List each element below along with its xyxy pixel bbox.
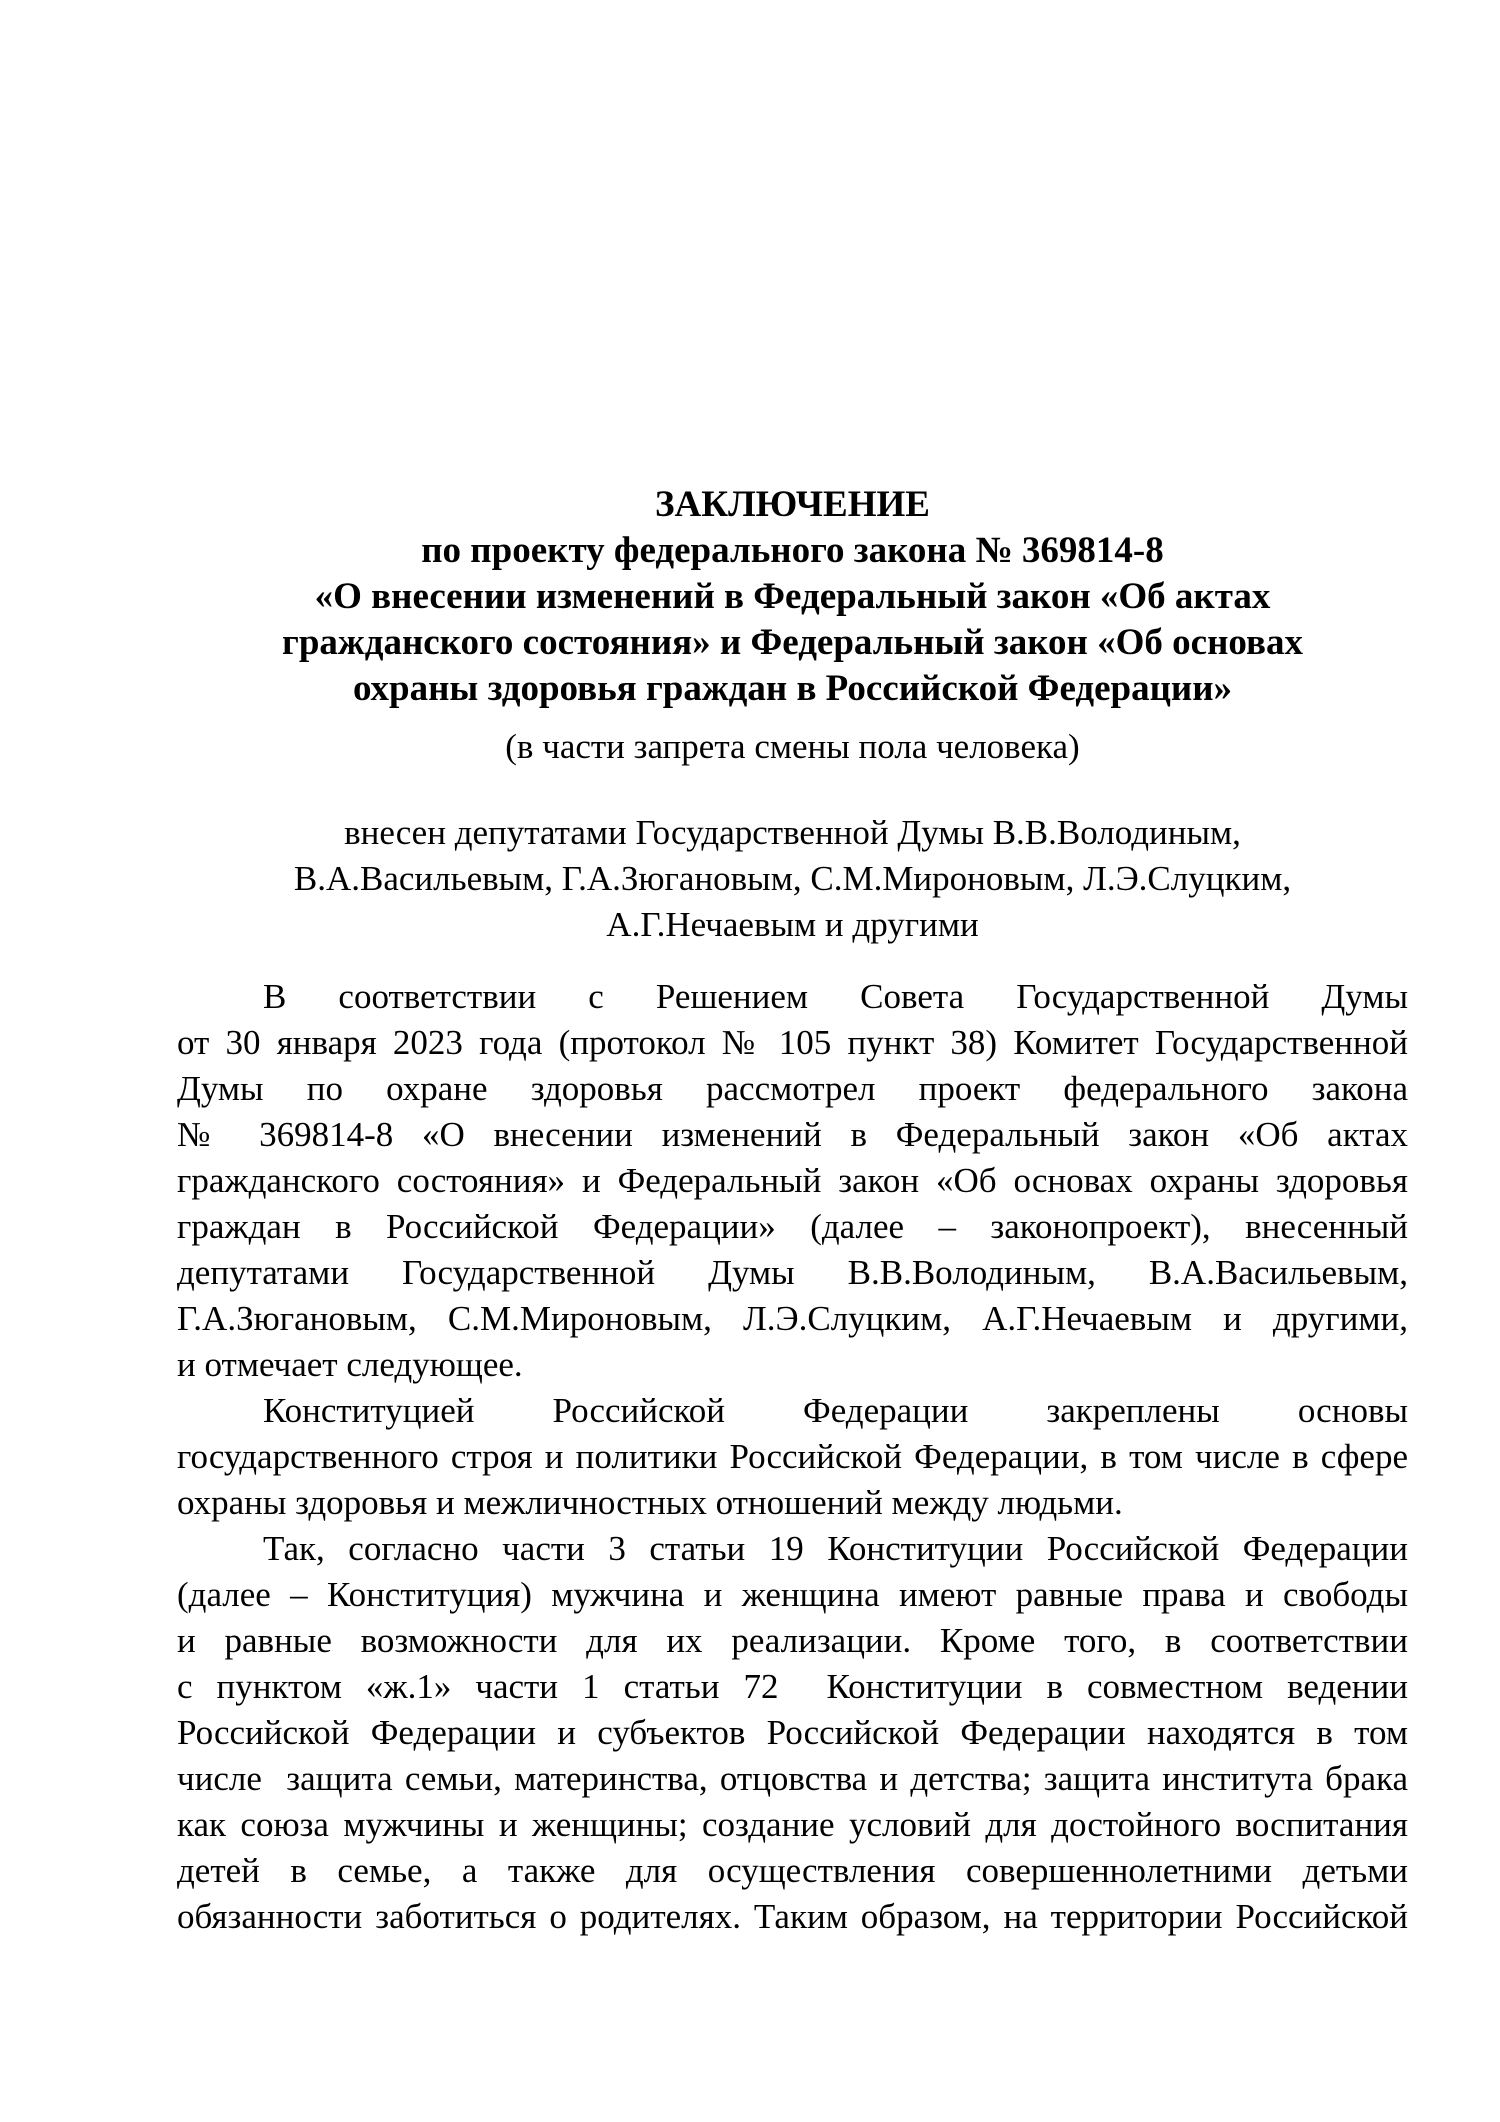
title-line: ЗАКЛЮЧЕНИЕ <box>655 484 930 525</box>
paragraph-line: от 30 января 2023 года (протокол № 105 пункт 38) Комитет Государственной <box>177 1023 1408 1062</box>
paragraph-line: Думы по охране здоровья рассмотрел проект федерального закона <box>177 1069 1408 1108</box>
document-subtitle: (в части запрета смены пола человека) <box>505 727 1080 766</box>
paragraph-line: детей в семье, а также для осуществления совершеннолетними детьми <box>177 1851 1408 1890</box>
paragraph-line: Конституцией Российской Федерации закреплены основы <box>263 1391 1408 1430</box>
paragraph-line: Российской Федерации и субъектов Российской Федерации находятся в том <box>177 1713 1408 1752</box>
title-line: по проекту федерального закона № 369814-8 <box>421 530 1164 571</box>
paragraph-line: Так, согласно части 3 статьи 19 Конституции Российской Федерации <box>263 1529 1408 1568</box>
document-content <box>177 482 1408 1940</box>
paragraph-1 <box>177 974 1408 1388</box>
submitter-line: А.Г.Нечаевым и другими <box>606 905 979 944</box>
paragraph-line: гражданского состояния» и Федеральный закон «Об основах охраны здоровья <box>177 1161 1408 1200</box>
submitters-block <box>177 810 1408 948</box>
paragraph-line: как союза мужчины и женщины; создание условий для достойного воспитания <box>177 1805 1408 1844</box>
submitter-line: внесен депутатами Государственной Думы В.В.Володиным, <box>344 813 1241 852</box>
paragraph-line: депутатами Государственной Думы В.В.Володиным, В.А.Васильевым, <box>177 1253 1408 1292</box>
title-line: «О внесении изменений в Федеральный закон «Об актах <box>314 576 1271 617</box>
paragraph-2 <box>177 1388 1408 1526</box>
paragraph-line: обязанности заботиться о родителях. Таким образом, на территории Российской <box>177 1897 1408 1936</box>
document-body <box>177 974 1408 1940</box>
title-line: охраны здоровья граждан в Российской Федерации» <box>352 668 1233 709</box>
paragraph-3 <box>177 1526 1408 1940</box>
paragraph-line: В соответствии с Решением Совета Государственной Думы <box>263 977 1408 1016</box>
paragraph-line: (далее – Конституция) мужчина и женщина имеют равные права и свободы <box>177 1575 1408 1614</box>
paragraph-line: и отмечает следующее. <box>177 1345 523 1384</box>
paragraph-line: с пунктом «ж.1» части 1 статьи 72 Конституции в совместном ведении <box>177 1667 1408 1706</box>
paragraph-line: числе защита семьи, материнства, отцовства и детства; защита института брака <box>177 1759 1408 1798</box>
paragraph-line: Г.А.Зюгановым, С.М.Мироновым, Л.Э.Слуцким, А.Г.Нечаевым и другими, <box>177 1299 1408 1338</box>
submitter-line: В.А.Васильевым, Г.А.Зюгановым, С.М.Мироновым, Л.Э.Слуцким, <box>293 859 1292 898</box>
title-line: гражданского состояния» и Федеральный закон «Об основах <box>282 622 1303 663</box>
paragraph-line: граждан в Российской Федерации» (далее – законопроект), внесенный <box>177 1207 1408 1246</box>
paragraph-line: охраны здоровья и межличностных отношений между людьми. <box>177 1483 1123 1522</box>
document-title <box>177 482 1408 712</box>
paragraph-line: и равные возможности для их реализации. Кроме того, в соответствии <box>177 1621 1408 1660</box>
paragraph-line: № 369814-8 «О внесении изменений в Федеральный закон «Об актах <box>177 1115 1408 1154</box>
paragraph-line: государственного строя и политики Российской Федерации, в том числе в сфере <box>177 1437 1408 1476</box>
